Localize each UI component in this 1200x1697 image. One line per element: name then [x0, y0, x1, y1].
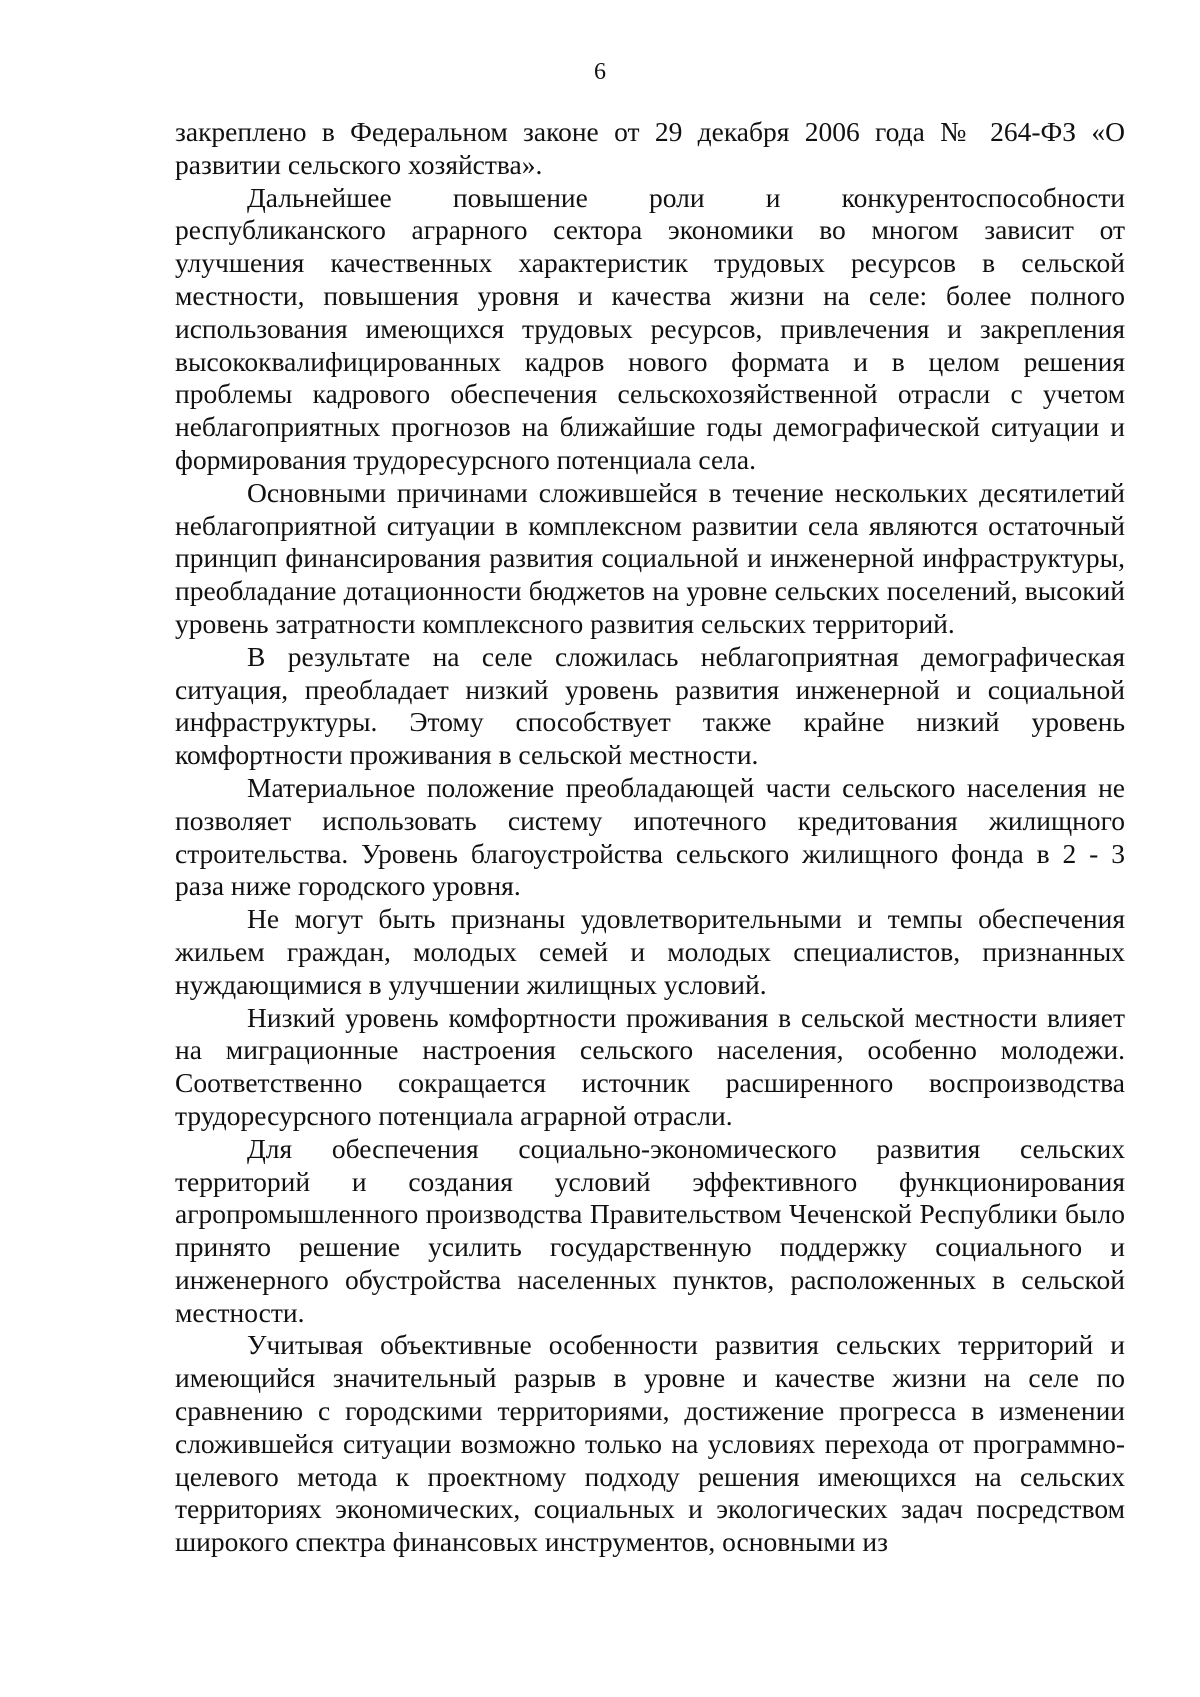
paragraph: Учитывая объективные особенности развития сельских территорий и имеющийся значительный разрыв в уровне и качестве жизни на селе по сравнению с городскими территориями, достижение прогресса в изменении сложившейся ситуации возможно только на условиях перехода от программно-целевого метода к проектному подходу решения имеющихся на сельских территориях экономических, социальных и экологических задач посредством широкого спектра финансовых инструментов, основными из	[175, 1329, 1125, 1558]
paragraph: Не могут быть признаны удовлетворительными и темпы обеспечения жильем граждан, молодых семей и молодых специалистов, признанных нуждающимися в улучшении жилищных условий.	[175, 903, 1125, 1000]
paragraph: Низкий уровень комфортности проживания в сельской местности влияет на миграционные настроения сельского населения, особенно молодежи. Соответственно сокращается источник расширенного воспроизводства трудоресурсного потенциала аграрной отрасли.	[175, 1001, 1125, 1131]
page-number: 6	[594, 59, 606, 85]
paragraph: Для обеспечения социально-экономического развития сельских территорий и создания условий эффективного функционирования агропромышленного производства Правительством Чеченской Республики было принято решение усилить государственную поддержку социального и инженерного обустройства населенных пунктов, расположенных в сельской местности.	[175, 1132, 1125, 1328]
paragraph: Основными причинами сложившейся в течение нескольких десятилетий неблагоприятной ситуации в комплексном развитии села являются остаточный принцип финансирования развития социальной и инженерной инфраструктуры, преобладание дотационности бюджетов на уровне сельских поселений, высокий уровень затратности комплексного развития сельских территорий.	[175, 476, 1125, 639]
document-body	[175, 116, 1125, 1559]
paragraph: В результате на селе сложилась неблагоприятная демографическая ситуация, преобладает низкий уровень развития инженерной и социальной инфраструктуры. Этому способствует также крайне низкий уровень комфортности проживания в сельской местности.	[175, 640, 1125, 771]
paragraph: Дальнейшее повышение роли и конкурентоспособности республиканского аграрного сектора экономики во многом зависит от улучшения качественных характеристик трудовых ресурсов в сельской местности, повышения уровня и качества жизни на селе: более полного использования имеющихся трудовых ресурсов, привлечения и закрепления высококвалифицированных кадров нового формата и в целом решения проблемы кадрового обеспечения сельскохозяйственной отрасли с учетом неблагоприятных прогнозов на ближайшие годы демографической ситуации и формирования трудоресурсного потенциала села.	[175, 181, 1125, 475]
paragraph-continuation: закреплено в Федеральном законе от 29 декабря 2006 года № 264-ФЗ «О развитии сельского хозяйства».	[175, 116, 1125, 180]
paragraph: Материальное положение преобладающей части сельского населения не позволяет использовать систему ипотечного кредитования жилищного строительства. Уровень благоустройства сельского жилищного фонда в 2 - 3 раза ниже городского уровня.	[175, 771, 1125, 902]
